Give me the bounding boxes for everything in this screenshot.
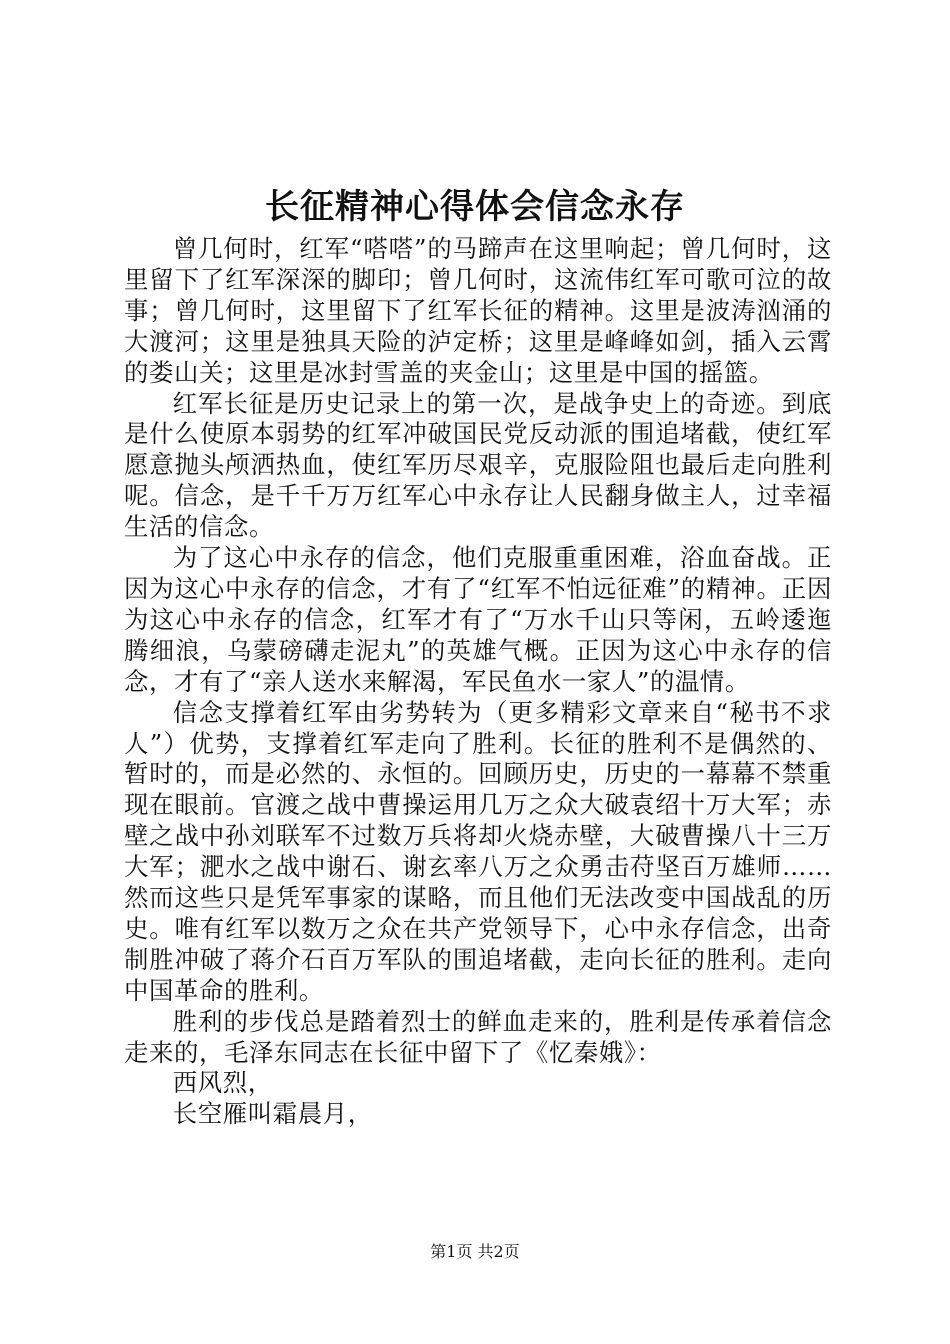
paragraph-5: 胜利的步伐总是踏着烈士的鲜血走来的，胜利是传承着信念走来的，毛泽东同志在长征中留下了《忆秦娥》： (124, 1006, 832, 1067)
page-title: 长征精神心得体会信念永存 (265, 187, 685, 227)
page-indicator: 第1页 共2页 (430, 1242, 520, 1261)
paragraph-1: 曾几何时，红军“嗒嗒”的马蹄声在这里响起；曾几何时，这里留下了红军深深的脚印；曾几何时，这流伟红军可歌可泣的故事；曾几何时，这里留下了红军长征的精神。这里是波涛汹涌的大渡河；这里是独具天险的泸定桥；这里是峰峰如剑，插入云霄的娄山关；这里是冰封雪盖的夹金山；这里是中国的摇篮。 (124, 234, 832, 387)
paragraph-3: 为了这心中永存的信念，他们克服重重困难，浴血奋战。正因为这心中永存的信念，才有了“红军不怕远征难”的精神。正因为这心中永存的信念，红军才有了“万水千山只等闲，五岭逶迤腾细浪，乌蒙磅礴走泥丸”的英雄气概。正因为这心中永存的信念，才有了“亲人送水来解渴，军民鱼水一家人”的温情。 (124, 543, 832, 696)
paragraph-2: 红军长征是历史记录上的第一次，是战争史上的奇迹。到底是什么使原本弱势的红军冲破国民党反动派的围追堵截，使红军愿意抛头颅洒热血，使红军历尽艰辛，克服险阻也最后走向胜利呢。信念，是千千万万红军心中永存让人民翻身做主人，过幸福生活的信念。 (124, 388, 832, 542)
paragraph-4: 信念支撑着红军由劣势转为（更多精彩文章来自“秘书不求人”）优势，支撑着红军走向了胜利。长征的胜利不是偶然的、暂时的，而是必然的、永恒的。回顾历史，历史的一幕幕不禁重现在眼前。官渡之战中曹操运用几万之众大破袁绍十万大军；赤壁之战中孙刘联军不过数万兵将却火烧赤壁，大破曹操八十三万大军；淝水之战中谢石、谢玄率八万之众勇击苻坚百万雄师……然而这些只是凭军事家的谋略，而且他们无法改变中国战乱的历史。唯有红军以数万之众在共产党领导下，心中永存信念，出奇制胜冲破了蒋介石百万军队的围追堵截，走向长征的胜利。走向中国革命的胜利。 (124, 697, 832, 1005)
article-body (124, 234, 832, 1130)
verse-line-1: 西风烈， (172, 1068, 273, 1098)
verse-line-2: 长空雁叫霜晨月， (172, 1099, 373, 1129)
